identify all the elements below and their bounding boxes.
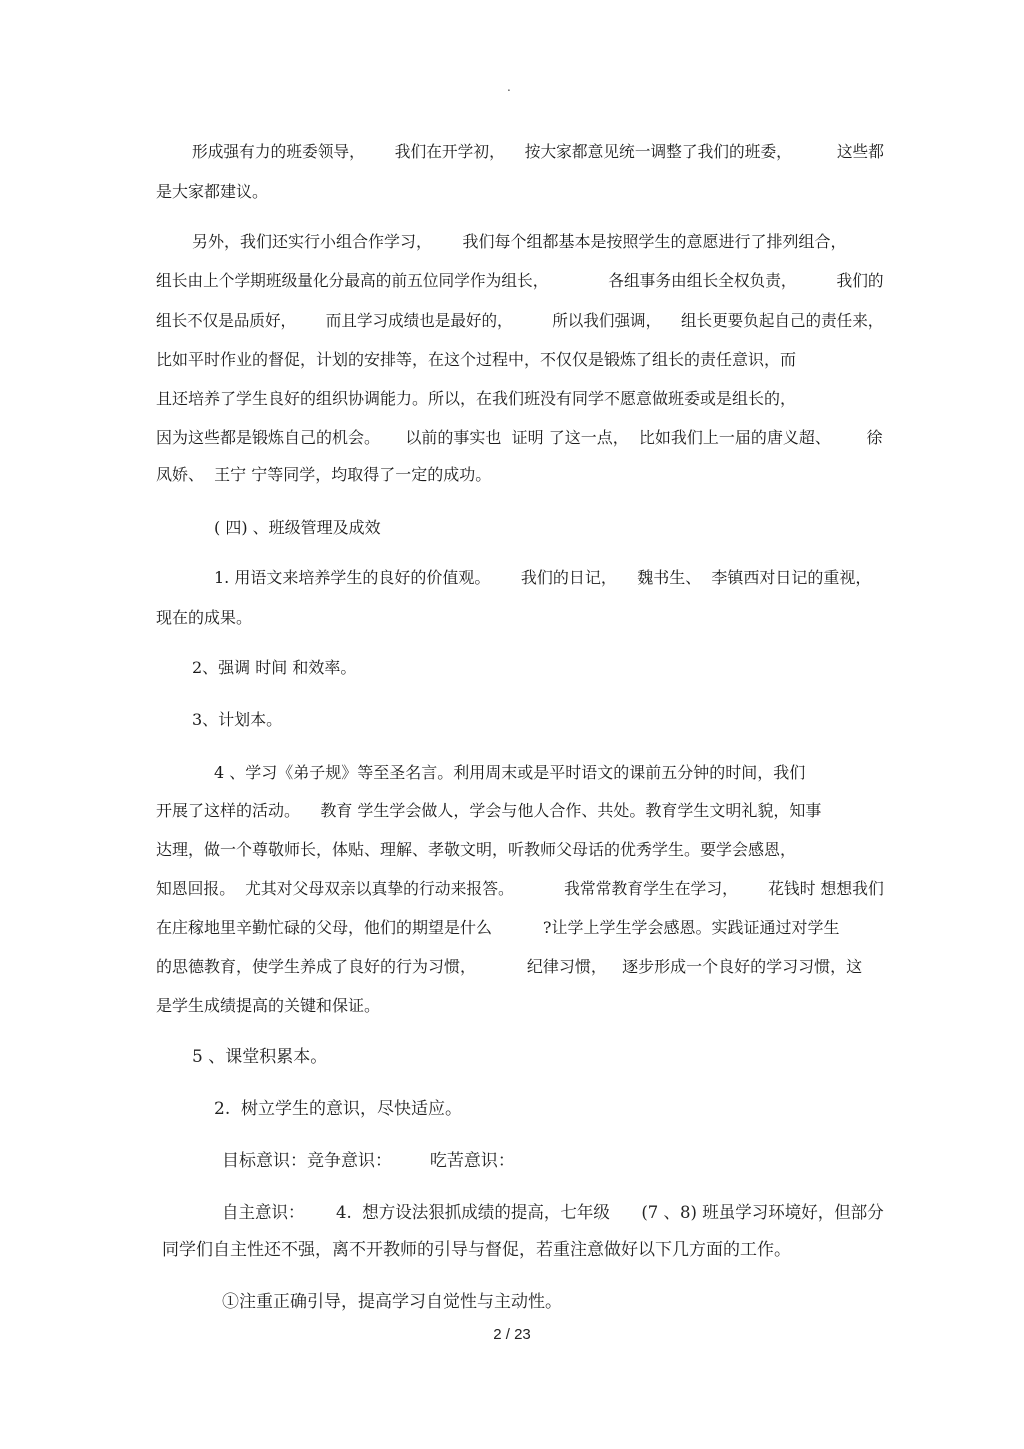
- text-line: 在庄稼地里辛勤忙碌的父母，他们的期望是什么 ?让学上学生学会感恩。实践证通过对学生: [156, 918, 840, 937]
- text-line: 现在的成果。: [156, 608, 253, 627]
- text-line: 达理，做一个尊敬师长，体贴、理解、孝敬文明，听教师父母话的优秀学生。要学会感恩，: [156, 840, 797, 859]
- text-line: 开展了这样的活动。 教育 学生学会做人，学会与他人合作、共处。教育学生文明礼貌，知事: [156, 801, 822, 820]
- text-line: 是大家都建议。: [156, 182, 269, 201]
- text-line: 的思德教育，使学生养成了良好的行为习惯， 纪律习惯， 逐步形成一个良好的学习习惯，这: [156, 957, 863, 976]
- section-heading: ( 四) 、班级管理及成效: [214, 518, 381, 537]
- list-item: 2、强调 时间 和效率。: [192, 658, 357, 677]
- list-item: 5 、课堂积累本。: [192, 1047, 328, 1067]
- text-line: 组长由上个学期班级量化分最高的前五位同学作为组长， 各组事务由组长全权负责， 我们的: [156, 271, 884, 290]
- text-line: 比如平时作业的督促，计划的安排等，在这个过程中，不仅仅是锻炼了组长的责任意识，而: [156, 350, 797, 369]
- list-item: 3、计划本。: [192, 710, 283, 729]
- text-line: 且还培养了学生良好的组织协调能力。所以，在我们班没有同学不愿意做班委或是组长的，: [156, 389, 797, 408]
- text-line: 另外，我们还实行小组合作学习， 我们每个组都基本是按照学生的意愿进行了排列组合，: [192, 232, 847, 251]
- page-number: 2 / 23: [493, 1326, 531, 1343]
- text-line: 凤娇、 王宁 宁等同学，均取得了一定的成功。: [156, 465, 492, 484]
- text-line: 组长不仅是品质好， 而且学习成绩也是最好的， 所以我们强调， 组长更要负起自己的责任来，: [156, 311, 884, 330]
- text-line: 同学们自主性还不强，离不开教师的引导与督促，若重注意做好以下几方面的工作。: [162, 1240, 791, 1260]
- text-line: 因为这些都是锻炼自己的机会。 以前的事实也 证明 了这一点， 比如我们上一届的唐义超、 徐: [156, 428, 883, 447]
- list-item: 2. 树立学生的意识，尽快适应。: [214, 1099, 463, 1119]
- text-line: 知恩回报。 尤其对父母双亲以真挚的行动来报答。 我常常教育学生在学习， 花钱时 想想我们: [156, 879, 884, 898]
- header-mark: .: [507, 80, 511, 94]
- text-line: 目标意识：竞争意识： 吃苦意识：: [222, 1151, 515, 1171]
- text-line: 1. 用语文来培养学生的良好的价值观。 我们的日记， 魏书生、 李镇西对日记的重视，: [214, 568, 872, 587]
- text-line: ①注重正确引导，提高学习自觉性与主动性。: [222, 1292, 562, 1312]
- text-line: 形成强有力的班委领导， 我们在开学初， 按大家都意见统一调整了我们的班委， 这些都: [192, 142, 884, 161]
- text-line: 是学生成绩提高的关键和保证。: [156, 996, 381, 1015]
- text-line: 自主意识： 4. 想方设法狠抓成绩的提高，七年级 (7 、8) 班虽学习环境好，但部分: [222, 1203, 884, 1223]
- text-line: 4 、学习《弟子规》等至圣名言。利用周末或是平时语文的课前五分钟的时间，我们: [214, 763, 806, 782]
